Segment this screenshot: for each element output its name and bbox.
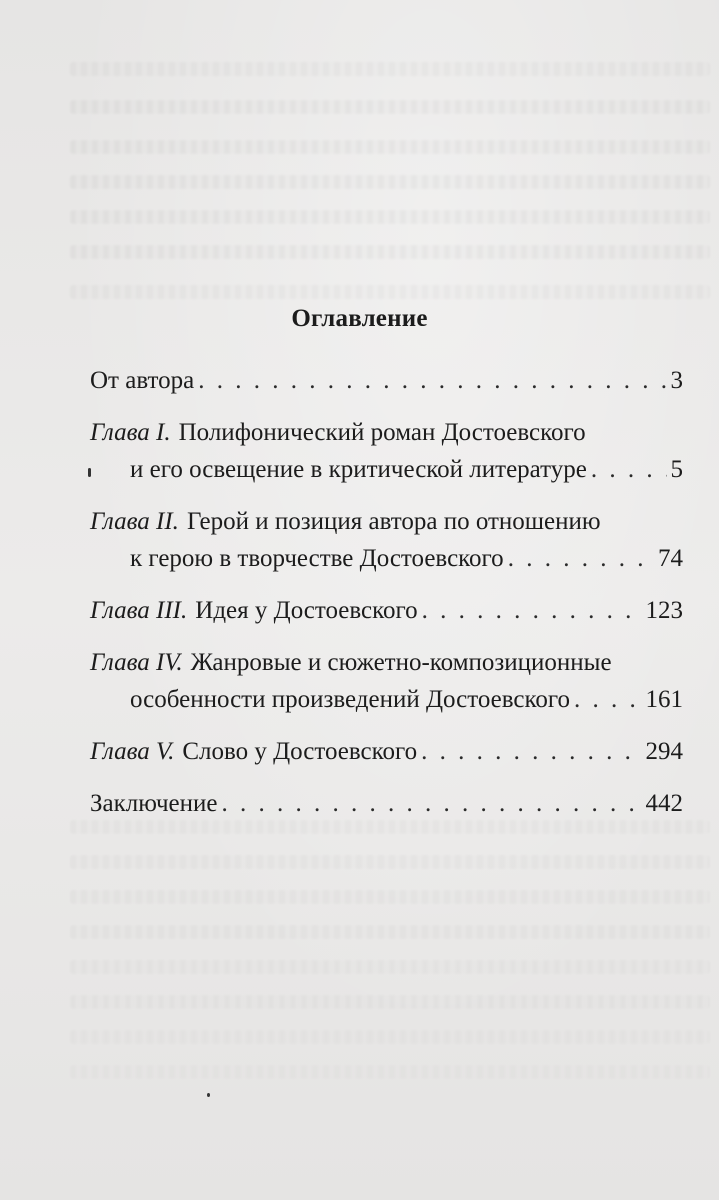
toc-entry-page: 5 <box>670 456 683 483</box>
show-through-line <box>70 175 710 189</box>
show-through-line <box>70 140 710 154</box>
toc-entry-title-continued: особенности произведений Достоевского <box>130 686 571 713</box>
toc-entry-title: Заключение <box>90 790 218 817</box>
dot-leader <box>421 733 641 770</box>
show-through-line <box>70 1065 710 1079</box>
toc-entry-chapter-4[interactable] <box>90 644 683 718</box>
show-through-line <box>70 100 710 114</box>
toc-entry-page: 294 <box>645 738 683 765</box>
toc-entry-title: Жанровые и сюжетно-композиционные <box>190 649 612 676</box>
toc-entry-title-continued: к герою в творчестве Достоевского <box>130 545 504 572</box>
toc-entry-chapter-3[interactable] <box>90 592 683 629</box>
show-through-line <box>70 210 710 224</box>
toc-entry-preface[interactable] <box>90 362 683 399</box>
toc-chapter-label: Глава V. <box>90 738 175 765</box>
toc-entry-title: Слово у Достоевского <box>182 738 418 765</box>
show-through-line <box>70 62 710 76</box>
toc-chapter-label: Глава IV. <box>90 649 183 676</box>
toc-entry-title: Герой и позиция автора по отношению <box>186 508 601 535</box>
dot-leader <box>198 362 666 399</box>
toc-entry-title: От автора <box>90 367 195 394</box>
toc-entry-title: Идея у Достоевского <box>195 597 418 624</box>
show-through-line <box>70 245 710 259</box>
toc-entry-title: Полифонический роман Достоевского <box>178 419 586 446</box>
toc-entry-title-continued: и его освещение в критической литературе <box>130 456 587 483</box>
show-through-line <box>70 890 710 904</box>
toc-entry-page: 3 <box>670 367 683 394</box>
toc-chapter-label: Глава I. <box>90 419 171 446</box>
dot-leader <box>222 785 642 822</box>
dot-leader <box>422 592 642 629</box>
toc-entry-chapter-2[interactable] <box>90 503 683 577</box>
toc-entry-page: 74 <box>658 545 683 572</box>
dot-leader <box>591 451 667 488</box>
show-through-line <box>70 855 710 869</box>
dot-leader <box>574 681 641 718</box>
toc-entry-chapter-1[interactable] <box>90 414 683 488</box>
toc-entry-conclusion[interactable] <box>90 785 683 822</box>
show-through-line <box>70 285 710 299</box>
show-through-line <box>70 1030 710 1044</box>
toc-chapter-label: Глава III. <box>90 597 188 624</box>
show-through-line <box>70 960 710 974</box>
toc-entry-page: 161 <box>645 686 683 713</box>
table-of-contents <box>90 362 683 837</box>
toc-chapter-label: Глава II. <box>90 508 179 535</box>
toc-entry-page: 123 <box>645 597 683 624</box>
dot-leader <box>508 540 654 577</box>
show-through-line <box>70 995 710 1009</box>
toc-entry-chapter-5[interactable] <box>90 733 683 770</box>
paper-speck <box>207 1093 210 1097</box>
toc-entry-page: 442 <box>645 790 683 817</box>
toc-heading: Оглавление <box>291 305 428 332</box>
show-through-line <box>70 925 710 939</box>
